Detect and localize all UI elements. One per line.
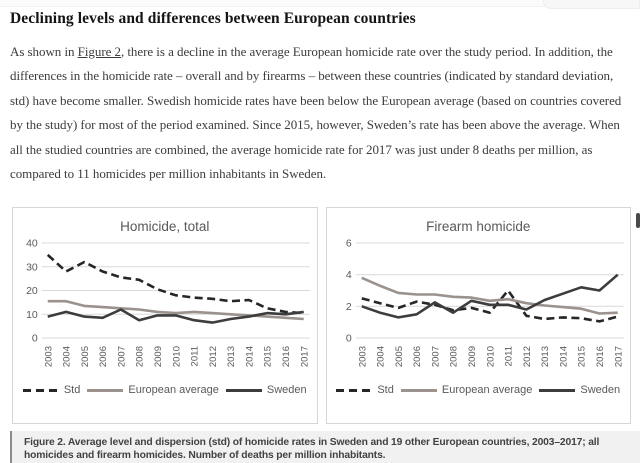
y-tick-label: 6: [345, 237, 352, 250]
chart-title: Homicide, total: [120, 219, 210, 234]
x-tick-label: 2009: [466, 346, 478, 368]
series-line-std: [48, 255, 304, 313]
paragraph-text-before: As shown in: [10, 44, 78, 59]
x-tick-label: 2006: [411, 346, 423, 368]
paragraph-text-after: , there is a decline in the average European homicide rate over the study period. In addition, the differences in the homicide rate – overall and by firearms – between these countries (indicated by standard deviation, std) have become smaller. Swedish homicide rates have been below the European average (based on countries covered by the study) for most of the period examined. Since 2015, however, Sweden’s rate has been above the average. When all the studied countries are combined, the average homicide rate for 2017 was just under 8 deaths per million, as compared to 11 homicides per million inhabitants in Sweden.: [10, 44, 622, 182]
x-tick-label: 2017: [299, 346, 311, 368]
x-tick-label: 2011: [503, 346, 515, 367]
legend-label: Std: [377, 384, 394, 396]
x-tick-label: 2014: [557, 346, 569, 368]
x-tick-label: 2013: [539, 346, 551, 368]
legend-item-european-average: [401, 384, 533, 396]
x-tick-label: 2009: [152, 346, 164, 368]
body-paragraph: [10, 40, 631, 186]
chart-canvas: [327, 235, 631, 387]
figure-2-charts: [12, 207, 631, 424]
x-tick-label: 2017: [612, 346, 624, 368]
figure-2-link[interactable]: Figure 2: [77, 44, 121, 59]
y-tick-label: 20: [26, 285, 38, 297]
legend-label: European average: [441, 384, 533, 396]
x-tick-label: 2012: [521, 346, 533, 368]
legend-solid-line-icon: [87, 389, 123, 392]
legend-dashed-line-icon: [336, 389, 372, 392]
x-tick-label: 2007: [116, 346, 128, 368]
chart-panel-firearm-homicide: [326, 207, 632, 424]
x-tick-label: 2008: [448, 346, 460, 368]
legend-item-european-average: [87, 384, 219, 396]
y-tick-label: 0: [345, 332, 352, 345]
chart-plot: [327, 235, 631, 387]
series-line-sweden: [361, 275, 617, 318]
x-tick-label: 2003: [43, 346, 55, 368]
x-tick-label: 2006: [98, 346, 110, 368]
legend-solid-line-icon: [226, 389, 262, 392]
x-tick-label: 2004: [61, 346, 73, 368]
legend-solid-line-icon: [539, 389, 575, 392]
chart-title: Firearm homicide: [426, 219, 531, 234]
x-tick-label: 2005: [393, 346, 405, 368]
x-tick-label: 2008: [134, 346, 146, 368]
x-tick-label: 2013: [226, 346, 238, 368]
x-tick-label: 2005: [79, 346, 91, 368]
y-tick-label: 30: [26, 261, 38, 274]
legend-item-sweden: [539, 384, 620, 396]
x-tick-label: 2007: [429, 346, 441, 368]
top-right-card-edge: [543, 0, 640, 9]
chart-legend: [327, 384, 631, 396]
y-tick-label: 4: [345, 269, 352, 282]
x-tick-label: 2011: [189, 346, 201, 367]
figure-caption: Figure 2. Average level and dispersion (std) of homicide rates in Sweden and 19 other European countries, 2003–2017; all homicides and firearm homicides. Number of deaths per million inhabitants.: [10, 431, 640, 463]
y-tick-label: 0: [31, 332, 38, 345]
x-tick-label: 2016: [280, 346, 292, 368]
y-tick-label: 2: [345, 300, 352, 313]
chart-legend: [13, 384, 317, 396]
y-tick-label: 40: [26, 237, 38, 250]
legend-item-std: [23, 384, 81, 396]
x-tick-label: 2015: [262, 346, 274, 368]
x-tick-label: 2004: [375, 346, 387, 368]
scrollbar-thumb[interactable]: [636, 213, 640, 228]
x-tick-label: 2010: [171, 346, 183, 368]
x-tick-label: 2003: [356, 346, 368, 368]
legend-label: European average: [128, 384, 219, 396]
legend-label: Sweden: [580, 384, 621, 396]
legend-dashed-line-icon: [23, 389, 59, 392]
chart-canvas: [13, 235, 317, 387]
x-tick-label: 2015: [576, 346, 588, 368]
legend-item-sweden: [226, 384, 307, 396]
legend-item-std: [336, 384, 394, 396]
legend-label: Std: [63, 384, 81, 396]
chart-panel-homicide-total: [12, 207, 318, 424]
chart-plot: [13, 235, 317, 387]
x-tick-label: 2014: [244, 346, 256, 368]
legend-solid-line-icon: [401, 389, 437, 392]
legend-label: Sweden: [266, 384, 307, 396]
section-heading: Declining levels and differences between European countries: [10, 10, 416, 27]
x-tick-label: 2012: [207, 346, 219, 368]
y-tick-label: 10: [26, 308, 38, 321]
x-tick-label: 2016: [594, 346, 606, 368]
x-tick-label: 2010: [484, 346, 496, 368]
